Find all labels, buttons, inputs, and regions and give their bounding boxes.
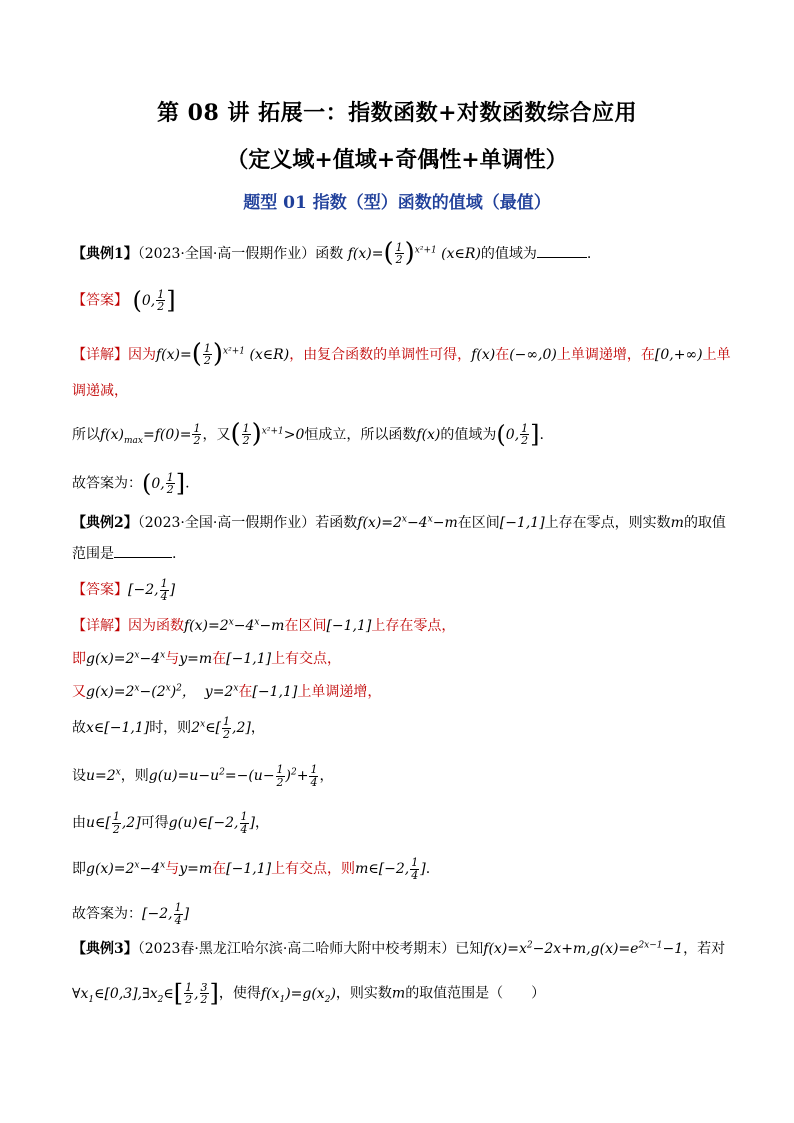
ex2-d2b: 与	[165, 651, 180, 667]
ex2-d7d: 上有交点，则	[271, 861, 356, 878]
ex2-detail-line6: 由u∈[ $\frac{1}{2}$ ,2]可得g(u)∈[−2, $\frac{1}{4}$ ]，	[72, 810, 269, 836]
ex2-tail2: 的取值	[683, 515, 726, 531]
ex2-d1c: 上存在零点，	[371, 618, 456, 634]
ex1-d3d: 的值域为	[440, 426, 497, 443]
ex2-source: （2023·全国·高一假期作业）若函数	[137, 515, 358, 531]
ex1-answer: 【答案】 (0, $\frac{1}{2}$ ]	[72, 286, 176, 314]
ex2-answer-blank	[114, 543, 172, 558]
ex2-detail-tag: 【详解】	[72, 618, 128, 634]
ex2-d5b: ，则	[120, 768, 149, 785]
ex1-detail-tag: 【详解】	[72, 346, 128, 363]
ex2-d5a: 设	[72, 768, 86, 785]
ex2-d7b: 与	[165, 861, 180, 878]
ex2-d1b: 在区间	[284, 618, 327, 634]
ex2-detail-line7: 即$g(x)=2^x-4^x$与y=m在[−1,1]上有交点，则m∈[−2, $\frac{1}{4}$ ].	[72, 856, 431, 882]
ex1-tail: 的值域为	[480, 245, 537, 262]
ex3-tag: 【典例3】	[72, 941, 138, 957]
section-heading: 题型 01 指数（型）函数的值域（最值）	[243, 193, 551, 213]
ex2-tag: 【典例2】	[72, 515, 138, 531]
ex1-d3b: ，又	[202, 426, 231, 443]
ex2-detail-line2: 即$g(x)=2^x-4^x$与y=m在[−1,1]上有交点，	[72, 650, 342, 667]
ex1-detail-line2: 调递减，	[72, 383, 128, 399]
lesson-title: 第 08 讲 拓展一：指数函数+对数函数综合应用	[156, 100, 638, 126]
ex2-d2c: 在	[212, 651, 227, 667]
ex3-line2c: 的取值范围是（ ）	[405, 985, 546, 1002]
ex2-d7a: 即	[72, 861, 86, 878]
ex2-d3c: 上单调递增，	[297, 684, 382, 700]
ex1-answer-tag: 【答案】	[72, 292, 128, 309]
ex1-d1e: 上单	[702, 346, 731, 363]
ex1-source: （2023·全国·高一假期作业）函数	[137, 245, 344, 262]
ex1-conclusion: 故答案为：(0, $\frac{1}{2}$ ].	[72, 469, 190, 497]
ex1-detail-line3: 所以$f(x)_{max}=f(0)=$ $\frac{1}{2}$ ，又( $\frac{1}{2}$ )$^{x^2+1}$>0恒成立，所以函数f(x)的值域为(0, $\frac{1}{2}$ ].	[72, 419, 544, 449]
ex2-detail-line3: 又$g(x)=2^x-(2^x)^2$， $y=2^x$在[−1,1]上单调递增，	[72, 683, 382, 700]
ex3-line2a: ，使得	[218, 985, 261, 1002]
ex1-conclusion-label: 故答案为：	[72, 475, 142, 492]
ex1-d3a: 所以	[72, 426, 100, 443]
ex1-question: 【典例1】（2023·全国·高一假期作业）函数 f(x)=( $\frac{1}{2}$ )$^{x^2+1}$ (x∈R)的值域为 .	[72, 238, 592, 268]
ex1-d1c: 在	[495, 346, 510, 363]
ex3-line2b: ，则实数	[335, 985, 392, 1002]
ex2-d7c: 在	[212, 861, 227, 878]
ex2-conclusion: 故答案为：[−2, $\frac{1}{4}$ ]	[72, 901, 190, 927]
ex2-tail: 上存在零点，则实数	[544, 515, 671, 531]
ex3-question-line1: 【典例3】（2023春·黑龙江哈尔滨·高二哈师大附中校考期末）已知$f(x)=x^2-2x+m,g(x)=e^{2x-1}-1$，若对	[72, 940, 726, 957]
ex1-detail-line1: 【详解】因为f(x)=( $\frac{1}{2}$ )$^{x^2+1}$ (x∈R)，由复合函数的单调性可得，f(x)在(−∞,0)上单调递增，在[0,+∞)上单	[72, 339, 731, 369]
ex2-detail-line5: 设$u=2^x$，则$g(u)=u-u^2=-(u-$ $\frac{1}{2}$ )$^2$+ $\frac{1}{4}$ ，	[72, 763, 334, 789]
ex2-d2a: 即	[72, 651, 86, 667]
ex2-d3b: 在	[238, 684, 253, 700]
ex2-answer-tag: 【答案】	[72, 582, 128, 599]
ex2-mid: 在区间	[457, 515, 500, 531]
ex1-answer-blank	[537, 243, 587, 258]
ex1-formula: f(x)=( $\frac{1}{2}$ )$^{x^2+1}$ (x∈R)	[347, 238, 481, 268]
ex2-d1a: 因为函数	[128, 618, 184, 634]
ex3-question-line2: $\forall x_1\in[0,3],\exists x_2\in$[ $\frac{1}{2}$ , $\frac{3}{2}$ ]，使得$f(x_1)=g(x_2)$，则实数m的取值范围是（ ）	[72, 979, 546, 1007]
ex2-d3a: 又	[72, 684, 86, 700]
ex2-question-line1: 【典例2】（2023·全国·高一假期作业）若函数$f(x)=2^x-4^x-m$在区间[−1,1]上存在零点，则实数m的取值	[72, 514, 726, 531]
ex2-d4a: 故	[72, 720, 86, 737]
ex2-d2d: 上有交点，	[271, 651, 342, 667]
ex1-d3c: 恒成立，所以函数	[304, 426, 417, 443]
ex2-line2: 范围是	[72, 546, 114, 562]
ex2-question-line2: 范围是 .	[72, 543, 176, 563]
ex3-source: （2023春·黑龙江哈尔滨·高二哈师大附中校考期末）已知	[137, 941, 484, 957]
ex1-d1b: ，由复合函数的单调性可得，	[289, 346, 472, 363]
lesson-subtitle: （定义域+值域+奇偶性+单调性）	[226, 147, 568, 173]
ex2-detail-line4: 故x∈[−1,1]时，则2$^x$∈[ $\frac{1}{2}$ ,2]，	[72, 715, 265, 741]
ex2-detail-line1: 【详解】因为函数$f(x)=2^x-4^x-m$在区间[−1,1]上存在零点，	[72, 617, 456, 634]
ex2-d6b: 可得	[140, 815, 169, 832]
ex1-tag: 【典例1】	[72, 245, 138, 262]
ex1-d1d: 上单调递增，在	[556, 346, 655, 363]
ex2-d6a: 由	[72, 815, 86, 832]
ex1-d1a: 因为	[128, 346, 156, 363]
ex2-conclusion-label: 故答案为：	[72, 906, 142, 923]
ex3-mid: ，若对	[683, 941, 726, 957]
ex2-answer: 【答案】[−2, $\frac{1}{4}$ ]	[72, 577, 176, 603]
ex2-d4b: 时，则	[149, 720, 192, 737]
